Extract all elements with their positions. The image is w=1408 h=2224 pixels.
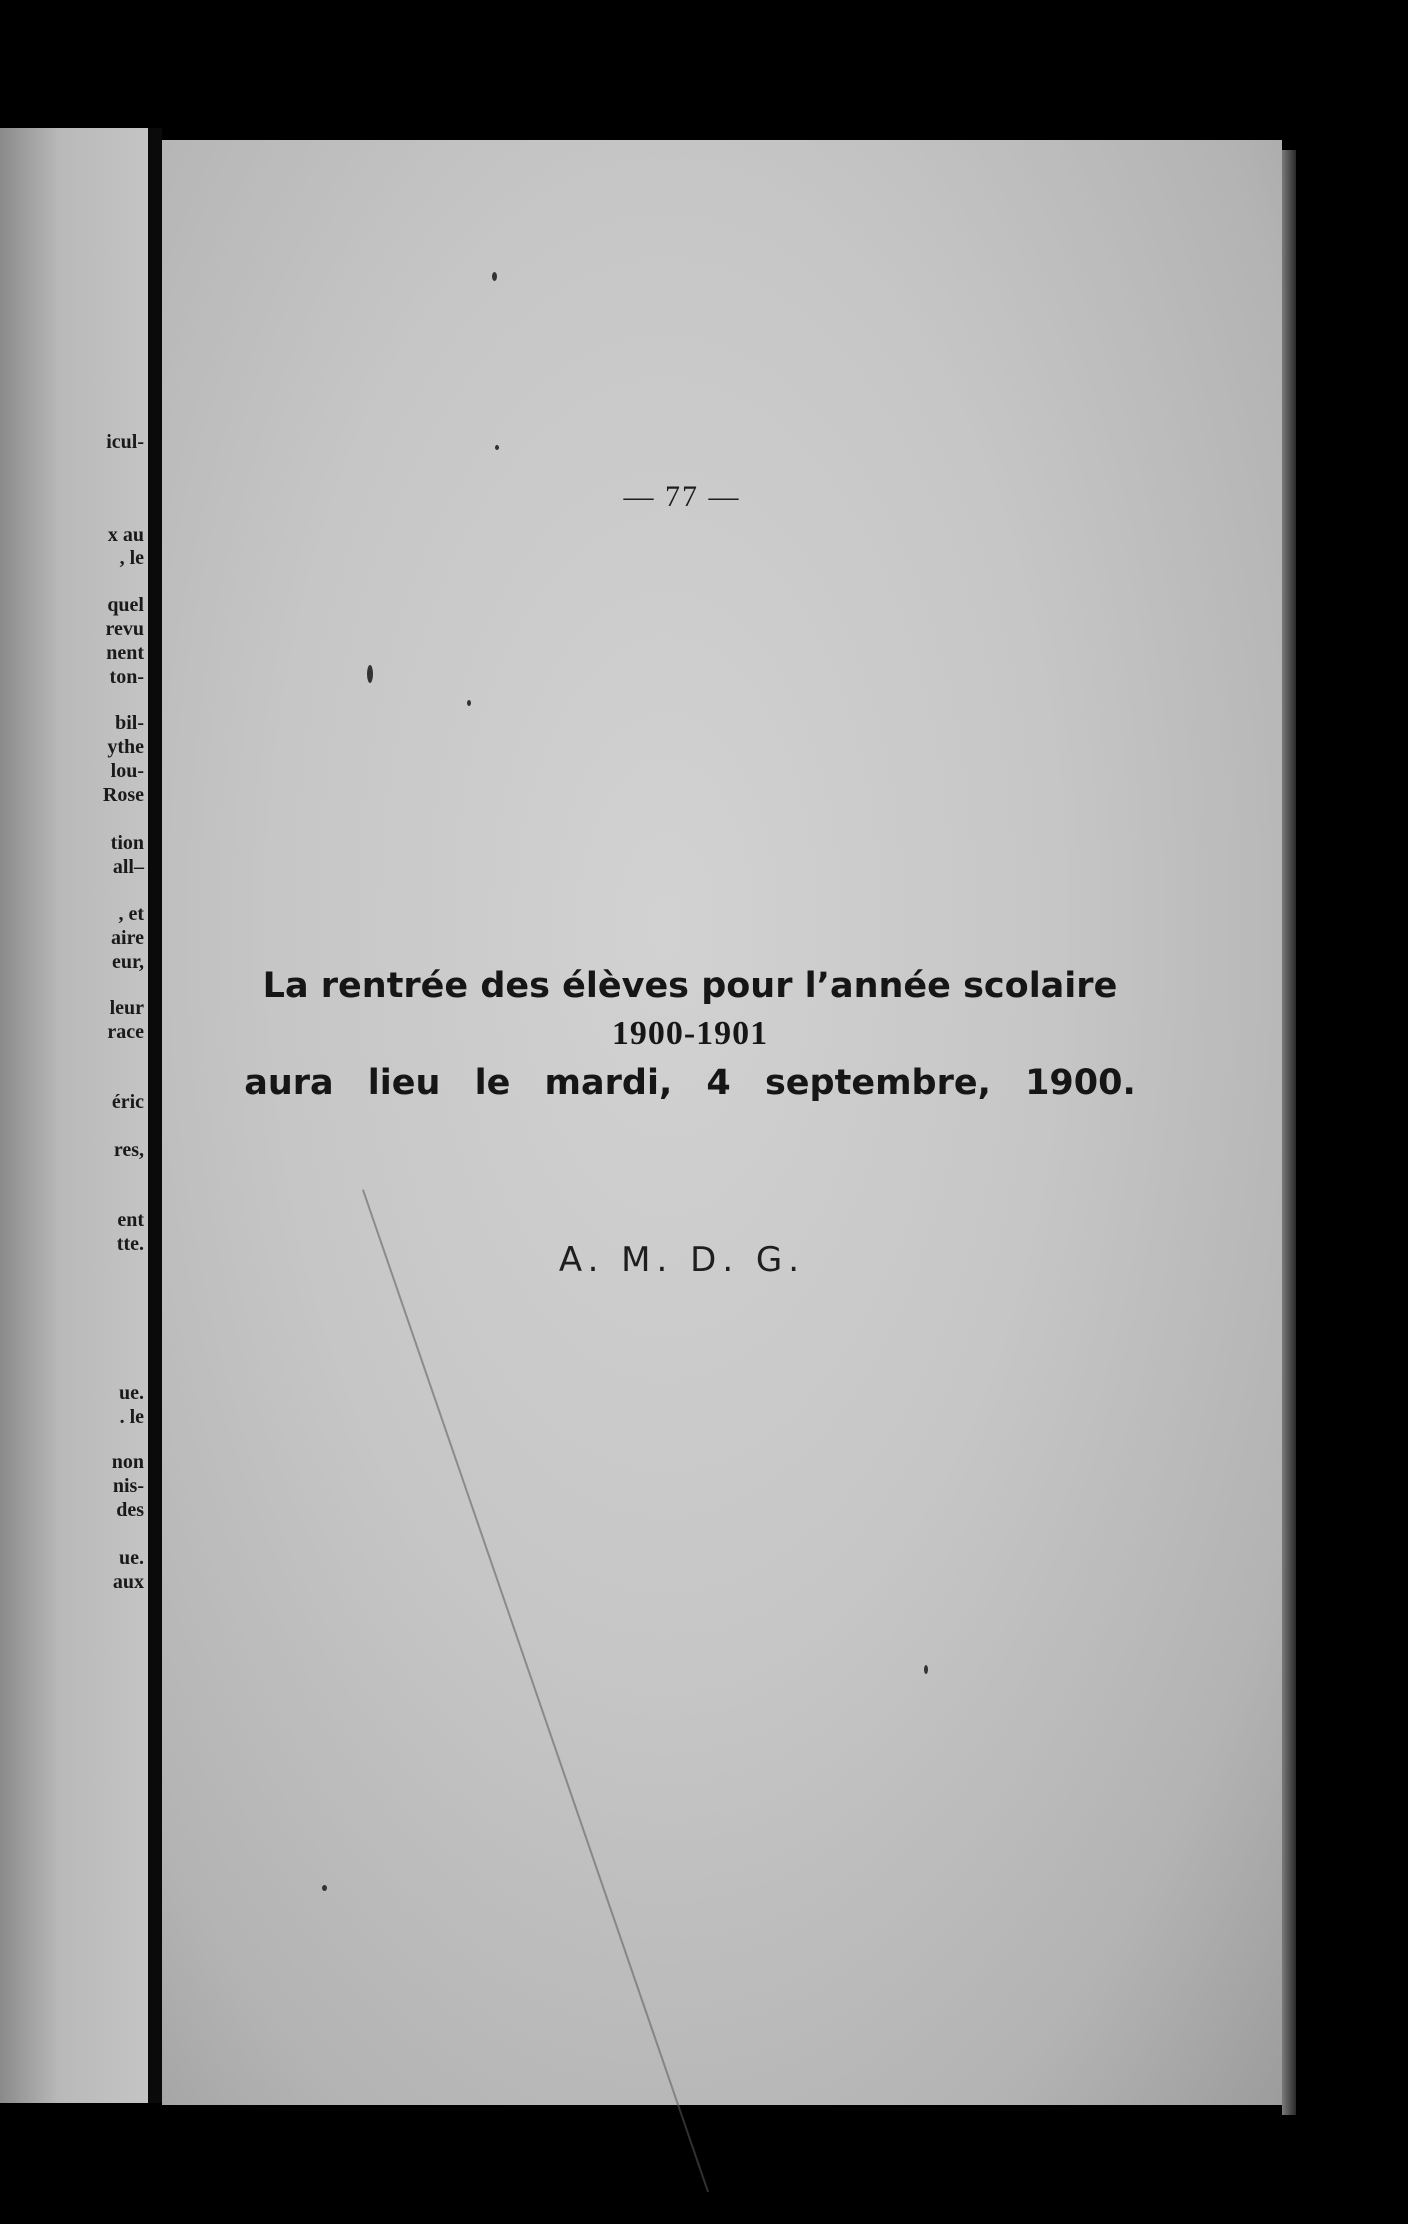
pencil-scratch <box>362 1189 709 2192</box>
notice-date-line: aura lieu le mardi, 4 septembre, 1900. <box>244 1063 1136 1103</box>
left-fragment: tion <box>110 832 144 854</box>
left-fragment: tte. <box>116 1233 144 1255</box>
left-fragment: , et <box>118 903 144 925</box>
left-fragment: ue. <box>119 1547 144 1569</box>
left-fragment: ue. <box>119 1382 144 1404</box>
left-page-text-fragments <box>0 128 148 2103</box>
left-fragment: nis- <box>112 1475 144 1497</box>
left-fragment: leur <box>109 997 144 1019</box>
left-fragment: ythe <box>107 736 144 758</box>
page-number: — 77 — <box>623 480 741 513</box>
page-gutter <box>148 128 162 2103</box>
left-fragment: icul- <box>106 431 144 453</box>
left-fragment: aire <box>111 927 144 949</box>
left-fragment: res, <box>113 1139 144 1161</box>
left-fragment: aux <box>112 1571 144 1593</box>
left-fragment: revu <box>105 618 144 640</box>
left-fragment: eur, <box>111 951 144 973</box>
left-fragment: . le <box>119 1406 144 1428</box>
left-fragment: x au <box>107 524 144 546</box>
ink-speck <box>492 272 497 281</box>
left-fragment: éric <box>111 1091 144 1113</box>
left-fragment: race <box>107 1021 144 1043</box>
left-fragment: des <box>116 1499 144 1521</box>
left-page-fragment <box>0 128 148 2103</box>
left-fragment: ton- <box>109 666 144 688</box>
school-reopening-notice <box>130 960 1250 1110</box>
left-fragment: non <box>111 1451 144 1473</box>
ink-speck <box>467 700 471 706</box>
left-fragment: all– <box>112 856 144 878</box>
ink-speck <box>924 1665 928 1674</box>
notice-line-1: La rentrée des élèves pour l’année scolaire <box>262 966 1118 1006</box>
ink-speck <box>322 1885 327 1891</box>
left-fragment: Rose <box>102 784 144 806</box>
left-fragment: , le <box>119 547 144 569</box>
notice-school-year: 1900-1901 <box>611 1015 769 1052</box>
left-fragment: quel <box>107 594 144 616</box>
ink-speck <box>495 445 499 450</box>
left-fragment: nent <box>106 642 144 664</box>
left-fragment: lou- <box>110 760 144 782</box>
motto-amdg: A. M. D. G. <box>558 1240 806 1280</box>
document-page <box>162 140 1282 2105</box>
left-fragment: bil- <box>115 712 144 734</box>
left-fragment: ent <box>117 1209 144 1231</box>
ink-speck <box>367 665 373 683</box>
